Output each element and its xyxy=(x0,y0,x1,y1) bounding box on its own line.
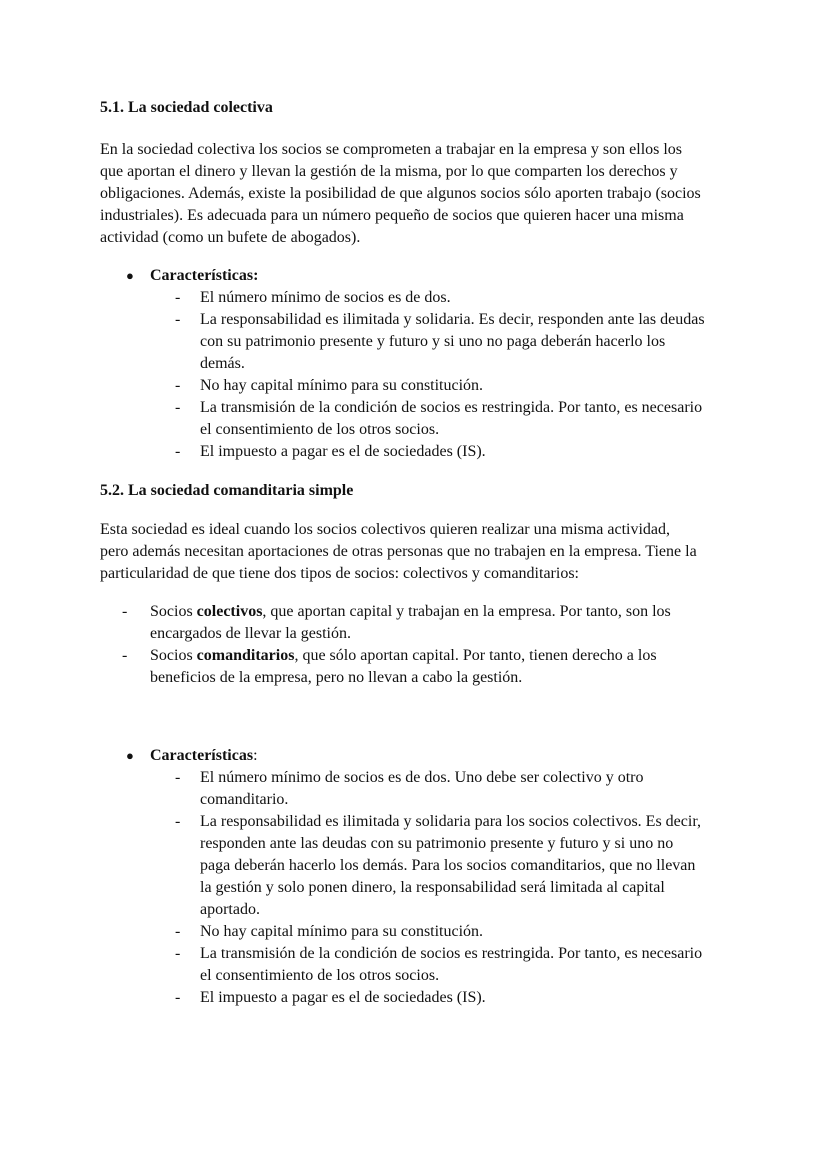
paragraph-line: pero además necesitan aportaciones de otras personas que no trabajen en la empresa. Tiene la xyxy=(100,543,697,560)
dash-icon: - xyxy=(122,603,128,620)
partner-description: , que sólo aportan capital. Por tanto, tienen derecho a los xyxy=(294,647,657,664)
list-item: El impuesto a pagar es el de sociedades (IS). xyxy=(200,989,486,1006)
partner-prefix: Socios xyxy=(150,603,197,620)
dash-icon: - xyxy=(175,311,181,328)
dash-icon: - xyxy=(175,443,181,460)
dash-icon: - xyxy=(175,923,181,940)
list-item: La transmisión de la condición de socios es restringida. Por tanto, es necesario xyxy=(200,945,703,962)
paragraph-line: particularidad de que tiene dos tipos de socios: colectivos y comanditarios: xyxy=(100,565,579,582)
list-item-continuation: demás. xyxy=(200,355,245,372)
dash-icon: - xyxy=(175,989,181,1006)
list-item-continuation: el consentimiento de los otros socios. xyxy=(200,421,440,438)
section-heading-5-1: 5.1. La sociedad colectiva xyxy=(100,99,273,116)
list-item: El número mínimo de socios es de dos. Uno debe ser colectivo y otro xyxy=(200,769,644,786)
dash-icon: - xyxy=(175,289,181,306)
list-item: No hay capital mínimo para su constitución. xyxy=(200,923,484,940)
dash-icon: - xyxy=(175,377,181,394)
paragraph-line: En la sociedad colectiva los socios se comprometen a trabajar en la empresa y son ellos los xyxy=(100,141,683,158)
characteristics-label xyxy=(150,745,258,767)
bullet-icon: ● xyxy=(126,748,134,763)
partner-prefix: Socios xyxy=(150,647,197,664)
list-item: El impuesto a pagar es el de sociedades (IS). xyxy=(200,443,486,460)
section-heading-5-2: 5.2. La sociedad comanditaria simple xyxy=(100,482,354,499)
bullet-icon: ● xyxy=(126,268,134,283)
dash-icon: - xyxy=(175,813,181,830)
partner-type-colectivos xyxy=(150,601,671,623)
characteristics-colon: : xyxy=(253,747,258,764)
list-item: La transmisión de la condición de socios es restringida. Por tanto, es necesario xyxy=(200,399,703,416)
paragraph-line: Esta sociedad es ideal cuando los socios colectivos quieren realizar una misma actividad, xyxy=(100,521,671,538)
dash-icon: - xyxy=(175,399,181,416)
list-item-continuation: encargados de llevar la gestión. xyxy=(150,625,351,642)
paragraph-line: obligaciones. Además, existe la posibilidad de que algunos socios sólo aporten trabajo (socios xyxy=(100,185,701,202)
list-item-continuation: el consentimiento de los otros socios. xyxy=(200,967,440,984)
dash-icon: - xyxy=(175,769,181,786)
dash-icon: - xyxy=(175,945,181,962)
list-item-continuation: aportado. xyxy=(200,901,260,918)
list-item-continuation: beneficios de la empresa, pero no llevan a cabo la gestión. xyxy=(150,669,523,686)
dash-icon: - xyxy=(122,647,128,664)
partner-type-name: comanditarios xyxy=(196,647,295,664)
paragraph-line: industriales). Es adecuada para un número pequeño de socios que quieren hacer una misma xyxy=(100,207,684,224)
list-item: El número mínimo de socios es de dos. xyxy=(200,289,451,306)
list-item-continuation: paga deberán hacerlo los demás. Para los socios comanditarios, que no llevan xyxy=(200,857,696,874)
partner-type-name: colectivos xyxy=(196,603,263,620)
characteristics-label-text: Características xyxy=(150,747,254,764)
list-item-continuation: la gestión y solo ponen dinero, la responsabilidad será limitada al capital xyxy=(200,879,665,896)
list-item: No hay capital mínimo para su constitución. xyxy=(200,377,484,394)
list-item: La responsabilidad es ilimitada y solidaria. Es decir, responden ante las deudas xyxy=(200,311,705,328)
partner-description: , que aportan capital y trabajan en la empresa. Por tanto, son los xyxy=(262,603,671,620)
list-item-continuation: con su patrimonio presente y futuro y si uno no paga deberán hacerlo los xyxy=(200,333,666,350)
characteristics-label: Características: xyxy=(150,267,259,284)
list-item: La responsabilidad es ilimitada y solidaria para los socios colectivos. Es decir, xyxy=(200,813,701,830)
partner-type-comanditarios xyxy=(150,645,657,667)
list-item-continuation: responden ante las deudas con su patrimonio presente y futuro y si uno no xyxy=(200,835,674,852)
paragraph-line: actividad (como un bufete de abogados). xyxy=(100,229,361,246)
paragraph-line: que aportan el dinero y llevan la gestión de la misma, por lo que comparten los derechos y xyxy=(100,163,678,180)
list-item-continuation: comanditario. xyxy=(200,791,289,808)
